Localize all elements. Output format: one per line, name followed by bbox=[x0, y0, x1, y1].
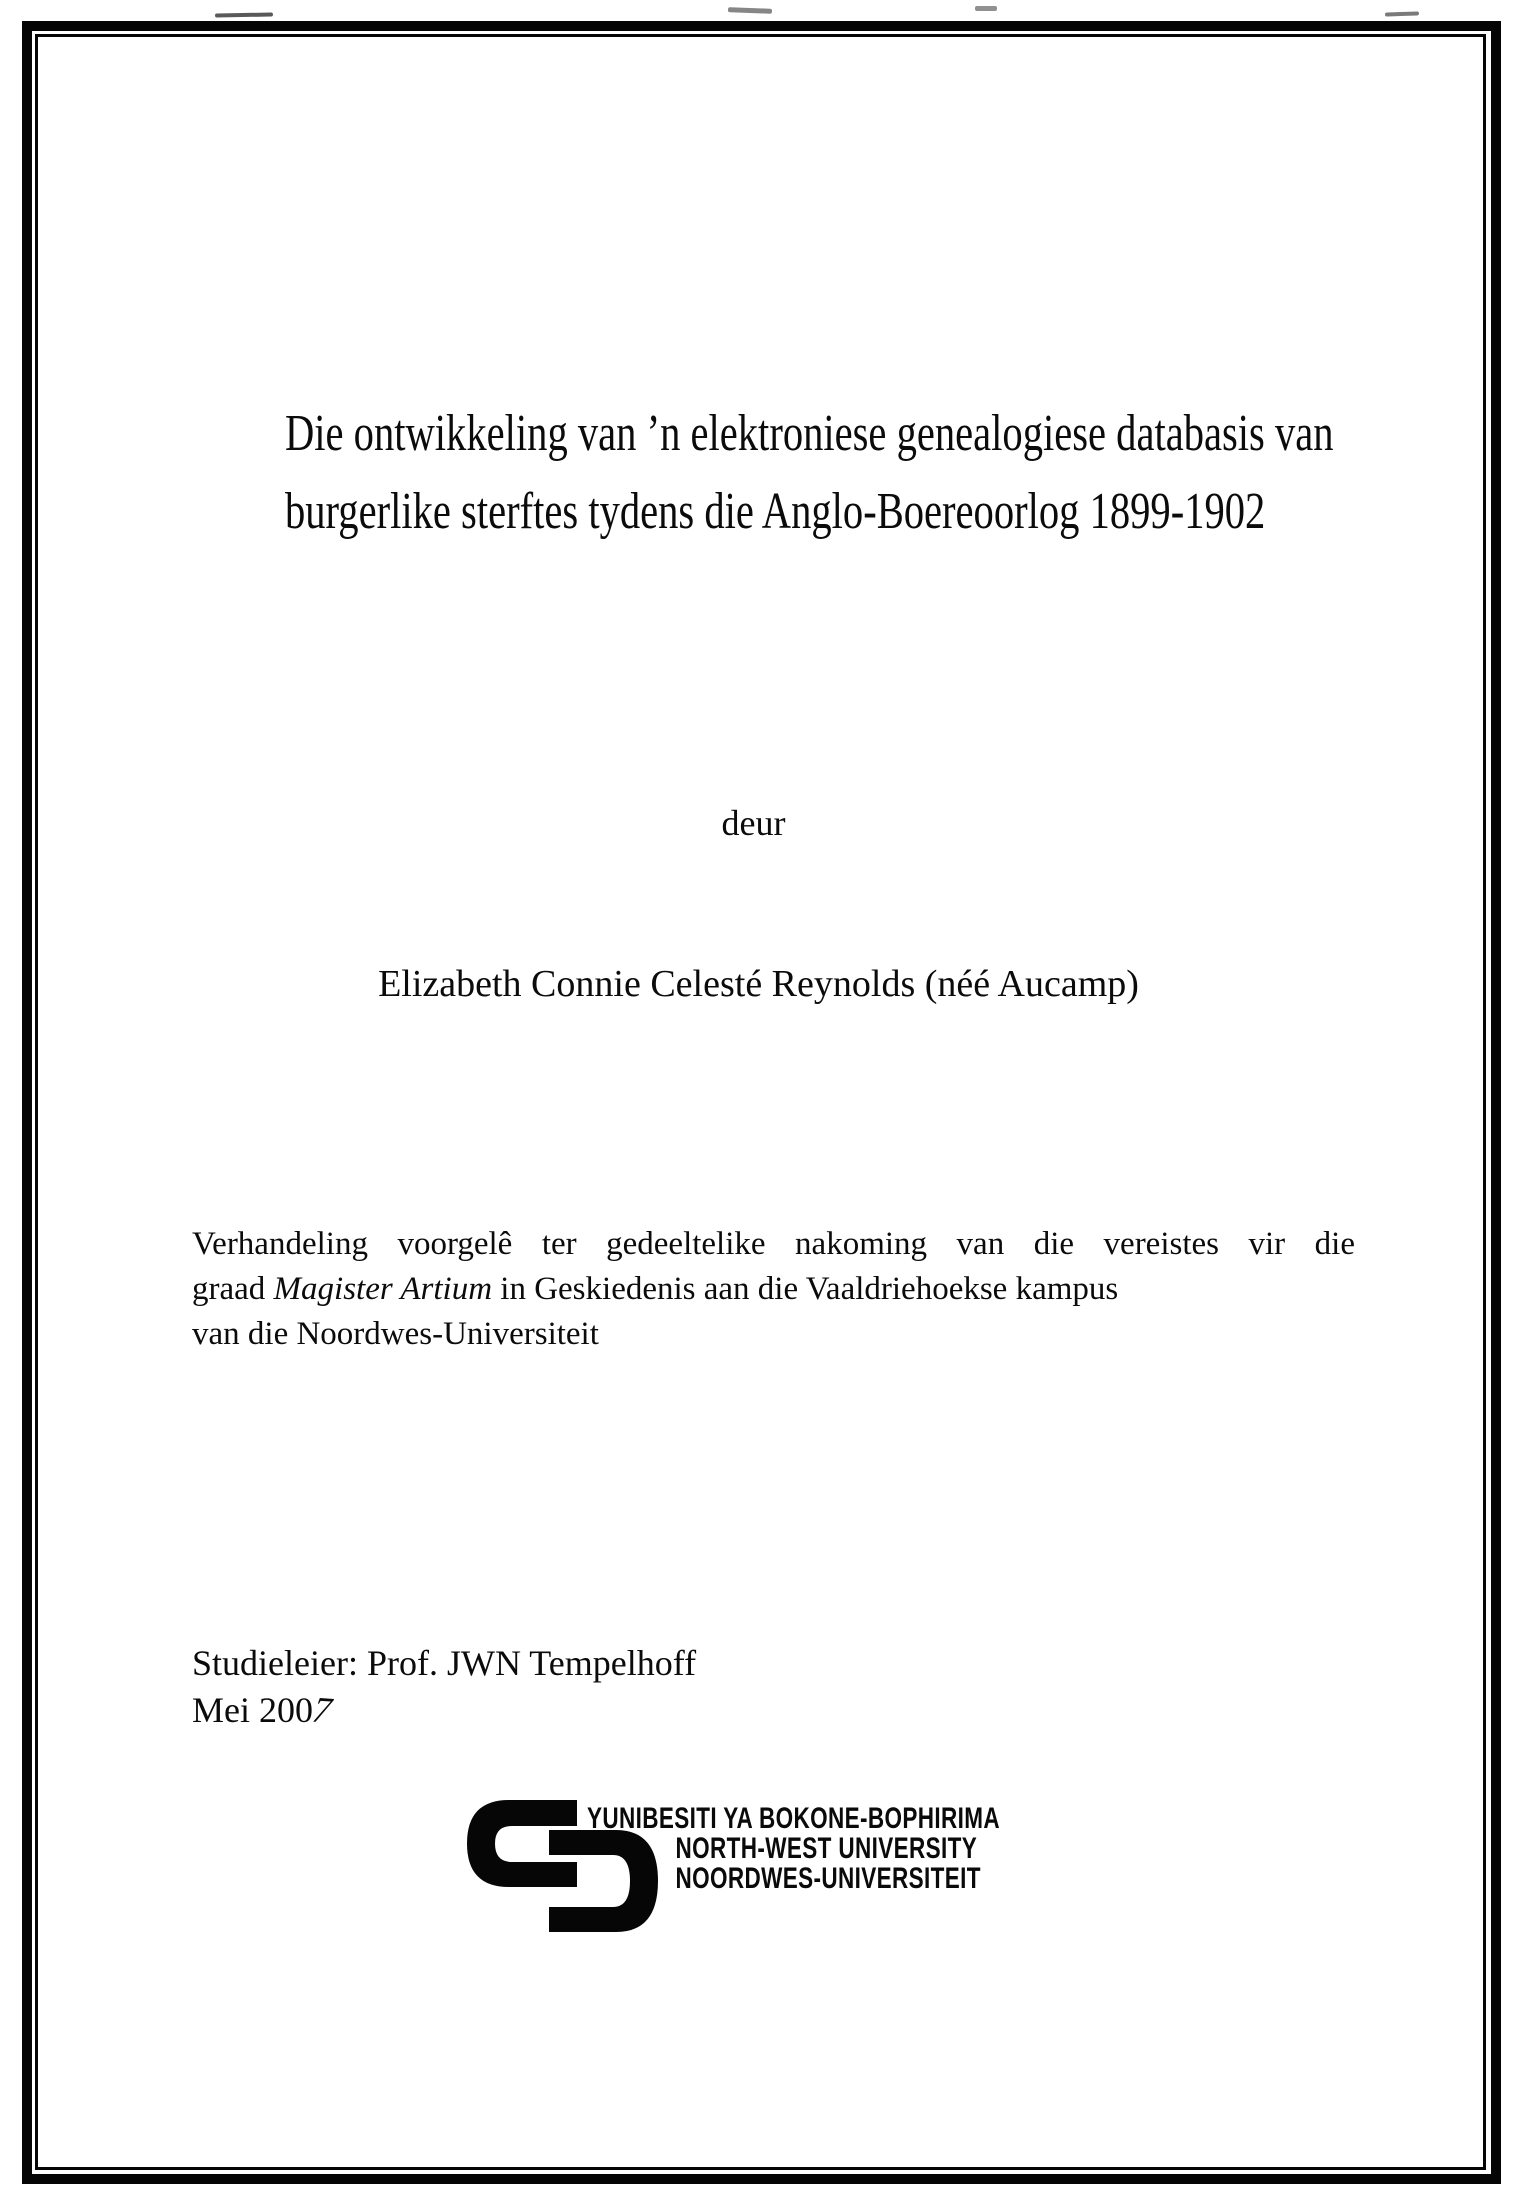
statement-line-1: Verhandeling voorgelê ter gedeeltelike nakoming van die vereistes vir die bbox=[192, 1226, 1355, 1262]
logo-line-afrikaans: NOORDWES-UNIVERSITEIT bbox=[675, 1862, 981, 1895]
statement-line-2-pre: graad bbox=[192, 1271, 274, 1307]
supervisor-line: Studieleier: Prof. JWN Tempelhoff bbox=[192, 1643, 697, 1683]
statement-line-3: van die Noordwes-Universiteit bbox=[192, 1316, 599, 1352]
scan-artifact bbox=[975, 6, 997, 11]
statement-line-2 bbox=[192, 1267, 1355, 1312]
title-line-2: burgerlike sterftes tydens die Anglo-Boereoorlog 1899-1902 bbox=[284, 483, 1266, 540]
logo-line-english: NORTH-WEST UNIVERSITY bbox=[675, 1832, 978, 1865]
degree-statement bbox=[192, 1222, 1355, 1357]
date-line bbox=[192, 1687, 696, 1734]
scan-artifact bbox=[215, 12, 273, 17]
statement-line-2-post: in Geskiedenis aan die Vaaldriehoekse kampus bbox=[492, 1271, 1119, 1307]
date-last-digit: 7 bbox=[306, 1689, 339, 1731]
author-name: Elizabeth Connie Celesté Reynolds (néé Aucamp) bbox=[378, 963, 1139, 1005]
scan-artifact bbox=[728, 7, 772, 14]
supervisor-block bbox=[192, 1640, 696, 1734]
degree-name-italic: Magister Artium bbox=[273, 1271, 493, 1307]
title-line-1: Die ontwikkeling van ’n elektroniese genealogiese databasis van bbox=[284, 405, 1334, 462]
university-logo-text bbox=[587, 1804, 1000, 1894]
university-logo bbox=[467, 1798, 1117, 1948]
byline: deur bbox=[721, 803, 786, 843]
date-prefix: Mei 200 bbox=[192, 1690, 313, 1730]
logo-line-setswana: YUNIBESITI YA BOKONE-BOPHIRIMA bbox=[587, 1802, 1000, 1835]
scan-artifact bbox=[1385, 11, 1419, 16]
page-title bbox=[150, 395, 1377, 551]
